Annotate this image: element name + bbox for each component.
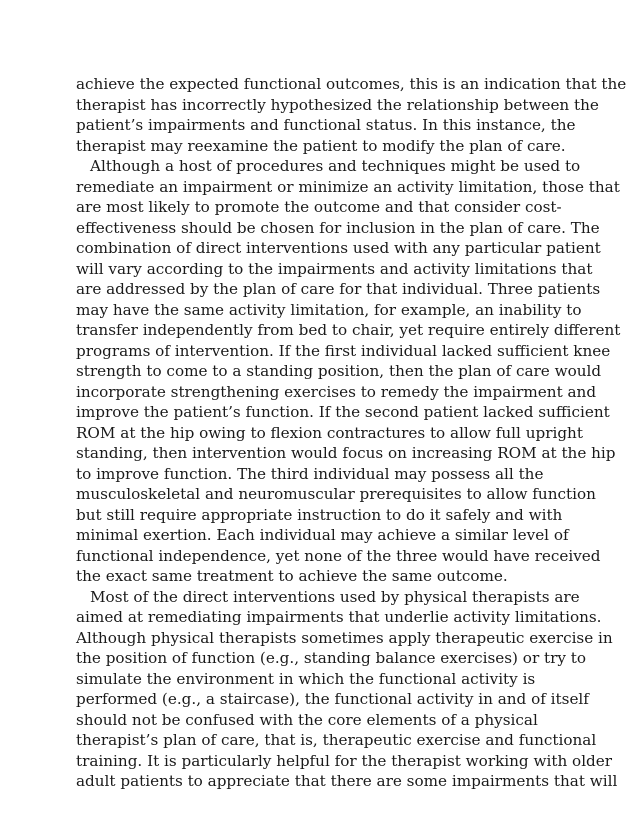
text-line: therapist’s plan of care, that is, therapeutic exercise and functional [76,731,597,749]
text-line: patient’s impairments and functional status. In this instance, the [76,116,576,134]
paragraph-1 [76,74,627,156]
text-line: the position of function (e.g., standing balance exercises) or try to [76,649,587,667]
text-line: are addressed by the plan of care for that individual. Three patients [76,280,601,298]
text-line: training. It is particularly helpful for the therapist working with older [76,751,613,770]
text-line: adult patients to appreciate that there are some impairments that will [76,772,618,790]
text-line: effectiveness should be chosen for inclusion in the plan of care. The [76,218,600,237]
text-line: but still require appropriate instruction to do it safely and with [76,505,563,524]
text-line: functional independence, yet none of the three would have received [76,546,601,565]
text-line: Although a host of procedures and techniques might be used to [90,157,581,175]
text-line: transfer independently from bed to chair, yet require entirely different [76,321,621,339]
text-line: Although physical therapists sometimes apply therapeutic exercise in [76,628,613,647]
text-line: remediate an impairment or minimize an activity limitation, those that [76,177,620,196]
text-line: aimed at remediating impairments that underlie activity limitations. [76,608,602,626]
text-line: musculoskeletal and neuromuscular prerequisites to allow function [76,485,596,503]
text-line: are most likely to promote the outcome and that consider cost- [76,198,562,216]
paragraph-2 [76,156,621,587]
text-line: should not be confused with the core elements of a physical [76,710,538,729]
text-line: standing, then intervention would focus on increasing ROM at the hip [76,444,616,462]
text-line: may have the same activity limitation, for example, an inability to [76,300,582,319]
text-line: improve the patient’s function. If the second patient lacked sufficient [76,403,610,421]
paragraph-3 [76,587,618,792]
text-line: therapist has incorrectly hypothesized the relationship between the [76,95,599,114]
text-line: combination of direct interventions used with any particular patient [76,239,601,257]
text-line: simulate the environment in which the functional activity is [76,669,536,688]
text-line: ROM at the hip owing to flexion contractures to allow full upright [76,423,583,442]
text-line: minimal exertion. Each individual may achieve a similar level of [76,526,569,544]
text-line: incorporate strengthening exercises to remedy the impairment and [76,382,597,401]
document-page [76,74,627,792]
text-line: the exact same treatment to achieve the same outcome. [76,567,508,585]
text-line: to improve function. The third individual may possess all the [76,464,544,483]
text-line: achieve the expected functional outcomes, this is an indication that the [76,75,627,93]
text-line: programs of intervention. If the first individual lacked sufficient knee [76,341,611,360]
text-line: will vary according to the impairments and activity limitations that [76,259,593,278]
text-line: performed (e.g., a staircase), the functional activity in and of itself [76,690,589,708]
text-line: Most of the direct interventions used by physical therapists are [90,587,580,606]
text-line: therapist may reexamine the patient to modify the plan of care. [76,136,566,155]
text-line: strength to come to a standing position, then the plan of care would [76,362,602,380]
